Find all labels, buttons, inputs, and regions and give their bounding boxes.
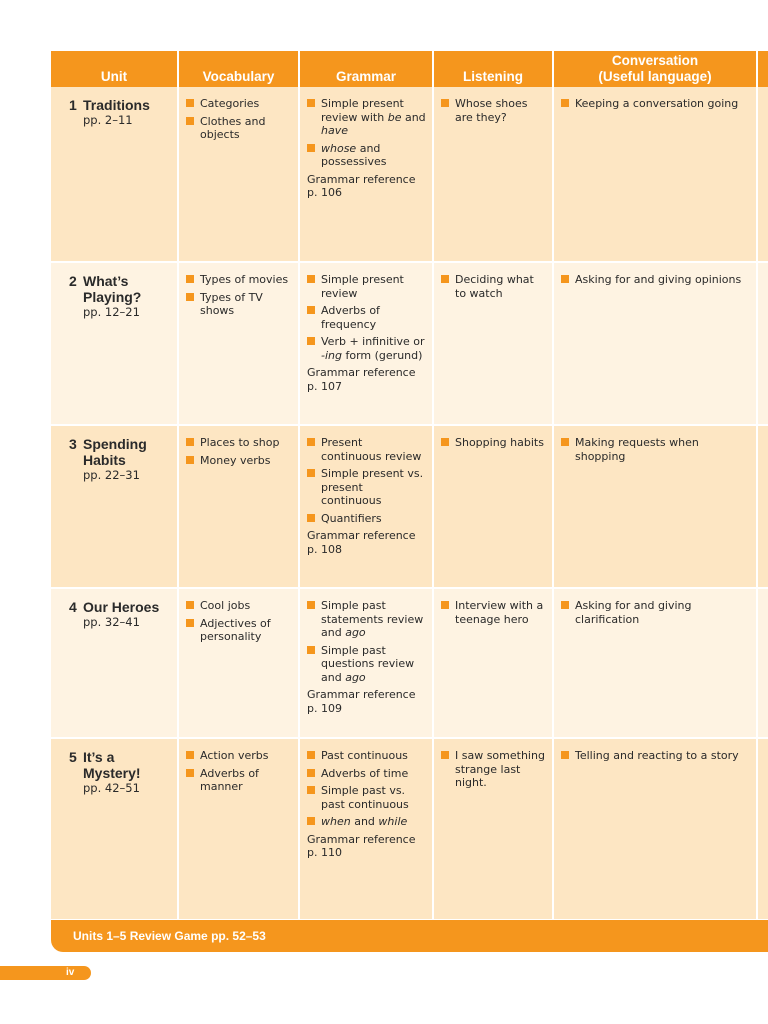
listening-cell	[434, 589, 552, 737]
grammar-text: when and while	[321, 815, 408, 828]
square-bullet-icon	[561, 438, 569, 446]
header-label: Vocabulary	[202, 69, 275, 84]
unit-title	[69, 97, 171, 113]
vocabulary-cell	[179, 263, 298, 424]
grammar-item	[307, 304, 426, 331]
grammar-text: Simple past vs. past continuous	[321, 784, 409, 811]
vocabulary-text: Action verbs	[200, 749, 269, 762]
square-bullet-icon	[561, 751, 569, 759]
unit-name: Spending Habits	[83, 436, 147, 468]
conversation-text: Asking for and giving opinions	[575, 273, 742, 286]
listening-item	[441, 599, 546, 626]
square-bullet-icon	[307, 337, 315, 345]
listening-text: Shopping habits	[455, 436, 544, 449]
unit-pages: pp. 32–41	[83, 615, 140, 629]
vocabulary-text: Cool jobs	[200, 599, 251, 612]
conversation-cell	[554, 739, 756, 919]
conversation-text: Making requests when shopping	[575, 436, 699, 463]
vocabulary-item	[186, 617, 292, 644]
conversation-item	[561, 436, 750, 463]
vocabulary-item	[186, 767, 292, 794]
square-bullet-icon	[561, 99, 569, 107]
conversation-cell	[554, 426, 756, 587]
grammar-reference: Grammar reference p. 110	[307, 832, 416, 859]
header-conversation	[554, 51, 756, 87]
header-label: Unit	[100, 69, 128, 84]
unit-name: Our Heroes	[83, 599, 160, 615]
unit-number: 2	[69, 273, 77, 289]
listening-cell	[434, 426, 552, 587]
header-grammar	[300, 51, 432, 87]
square-bullet-icon	[307, 601, 315, 609]
grammar-item	[307, 644, 426, 685]
square-bullet-icon	[307, 469, 315, 477]
listening-text: Whose shoes are they?	[455, 97, 528, 124]
grammar-reference: Grammar reference p. 106	[307, 172, 416, 199]
grammar-cell	[300, 87, 432, 261]
grammar-text: Simple present review	[321, 273, 404, 300]
listening-item	[441, 749, 546, 790]
unit-cell	[51, 739, 177, 919]
vocabulary-item	[186, 599, 292, 613]
conversation-text: Telling and reacting to a story	[575, 749, 739, 762]
grammar-text: Simple present review with be and have	[321, 97, 426, 137]
grammar-text: Adverbs of frequency	[321, 304, 380, 331]
review-game-banner: Units 1–5 Review Game pp. 52–53	[51, 920, 768, 952]
unit-cell	[51, 87, 177, 261]
vocabulary-cell	[179, 87, 298, 261]
square-bullet-icon	[186, 751, 194, 759]
header-extra	[758, 51, 768, 87]
unit-pages: pp. 2–11	[83, 113, 133, 127]
conversation-cell	[554, 589, 756, 737]
square-bullet-icon	[441, 99, 449, 107]
extra-cell	[758, 426, 768, 587]
grammar-text: Past continuous	[321, 749, 408, 762]
header-label: Conversation (Useful language)	[598, 53, 712, 84]
square-bullet-icon	[307, 646, 315, 654]
square-bullet-icon	[186, 117, 194, 125]
header-label: Grammar	[335, 69, 397, 84]
vocabulary-text: Clothes and objects	[200, 114, 266, 141]
unit-pages: pp. 22–31	[83, 468, 140, 482]
grammar-text: Simple present vs. present continuous	[321, 467, 424, 507]
square-bullet-icon	[186, 293, 194, 301]
grammar-item	[307, 599, 426, 640]
square-bullet-icon	[307, 786, 315, 794]
unit-name: What’s Playing?	[83, 273, 142, 305]
grammar-cell	[300, 589, 432, 737]
listening-item	[441, 97, 546, 124]
listening-text: Interview with a teenage hero	[455, 599, 544, 626]
grammar-item	[307, 142, 426, 169]
grammar-item	[307, 784, 426, 811]
square-bullet-icon	[307, 144, 315, 152]
grammar-item	[307, 436, 426, 463]
grammar-item	[307, 512, 426, 526]
unit-title	[69, 273, 171, 305]
conversation-text: Keeping a conversation going	[575, 97, 739, 110]
unit-title	[69, 599, 171, 615]
grammar-cell	[300, 426, 432, 587]
grammar-text: Present continuous review	[321, 436, 422, 463]
listening-text: I saw something strange last night.	[455, 749, 545, 789]
square-bullet-icon	[441, 275, 449, 283]
extra-cell	[758, 263, 768, 424]
table-of-contents	[51, 51, 768, 951]
unit-number: 3	[69, 436, 77, 452]
unit-cell	[51, 263, 177, 424]
grammar-text: Quantifiers	[321, 511, 382, 525]
grammar-text: Verb + infinitive or -ing form (gerund)	[321, 335, 425, 362]
listening-cell	[434, 263, 552, 424]
grammar-text: Simple past statements review and ago	[321, 599, 424, 639]
square-bullet-icon	[441, 751, 449, 759]
vocabulary-text: Adverbs of manner	[200, 766, 259, 793]
vocabulary-item	[186, 273, 292, 287]
unit-pages: pp. 42–51	[83, 781, 140, 795]
listening-text: Deciding what to watch	[455, 273, 534, 300]
vocabulary-cell	[179, 426, 298, 587]
header-listening	[434, 51, 552, 87]
square-bullet-icon	[561, 601, 569, 609]
vocabulary-text: Adjectives of personality	[200, 616, 271, 643]
conversation-item	[561, 749, 750, 763]
conversation-text: Asking for and giving clarification	[575, 599, 692, 626]
vocabulary-item	[186, 454, 292, 468]
unit-row-2	[51, 263, 768, 424]
page-number: iv	[0, 966, 91, 980]
unit-row-3	[51, 426, 768, 587]
square-bullet-icon	[307, 99, 315, 107]
conversation-item	[561, 599, 750, 626]
square-bullet-icon	[561, 275, 569, 283]
listening-item	[441, 436, 546, 450]
grammar-cell	[300, 739, 432, 919]
vocabulary-item	[186, 291, 292, 318]
unit-row-4	[51, 589, 768, 737]
vocabulary-text: Money verbs	[200, 453, 271, 467]
square-bullet-icon	[186, 275, 194, 283]
unit-number: 1	[69, 97, 77, 113]
square-bullet-icon	[307, 514, 315, 522]
vocabulary-text: Types of TV shows	[200, 290, 263, 317]
vocabulary-text: Places to shop	[200, 436, 280, 449]
grammar-cell	[300, 263, 432, 424]
unit-row-1	[51, 87, 768, 261]
grammar-reference: Grammar reference p. 107	[307, 366, 416, 393]
vocabulary-text: Categories	[200, 97, 260, 110]
vocabulary-item	[186, 97, 292, 111]
grammar-reference: Grammar reference p. 108	[307, 529, 416, 556]
vocabulary-item	[186, 436, 292, 450]
grammar-item	[307, 97, 426, 138]
grammar-reference: Grammar reference p. 109	[307, 688, 416, 715]
extra-cell	[758, 87, 768, 261]
grammar-text: Simple past questions review and ago	[321, 643, 415, 684]
listening-item	[441, 273, 546, 300]
square-bullet-icon	[186, 601, 194, 609]
unit-cell	[51, 589, 177, 737]
unit-title	[69, 749, 171, 781]
unit-number: 4	[69, 599, 77, 615]
listening-cell	[434, 87, 552, 261]
vocabulary-item	[186, 749, 292, 763]
header-unit	[51, 51, 177, 87]
square-bullet-icon	[186, 99, 194, 107]
grammar-item	[307, 335, 426, 362]
conversation-cell	[554, 263, 756, 424]
unit-name: It’s a Mystery!	[83, 749, 141, 781]
square-bullet-icon	[307, 306, 315, 314]
unit-number: 5	[69, 749, 77, 765]
square-bullet-icon	[441, 438, 449, 446]
grammar-item	[307, 749, 426, 763]
unit-pages: pp. 12–21	[83, 305, 140, 319]
square-bullet-icon	[186, 456, 194, 464]
square-bullet-icon	[307, 275, 315, 283]
square-bullet-icon	[441, 601, 449, 609]
vocabulary-cell	[179, 589, 298, 737]
listening-cell	[434, 739, 552, 919]
conversation-item	[561, 97, 750, 111]
grammar-item	[307, 767, 426, 781]
unit-title	[69, 436, 171, 468]
unit-cell	[51, 426, 177, 587]
vocabulary-item	[186, 115, 292, 142]
header-label: Listening	[463, 69, 523, 84]
grammar-text: Adverbs of time	[321, 766, 409, 780]
conversation-cell	[554, 87, 756, 261]
extra-cell	[758, 739, 768, 919]
unit-name: Traditions	[83, 97, 150, 113]
grammar-item	[307, 467, 426, 508]
square-bullet-icon	[186, 769, 194, 777]
square-bullet-icon	[186, 438, 194, 446]
grammar-text: whose and possessives	[321, 141, 387, 168]
conversation-item	[561, 273, 750, 287]
grammar-item	[307, 815, 426, 829]
grammar-item	[307, 273, 426, 300]
extra-cell	[758, 589, 768, 737]
square-bullet-icon	[307, 769, 315, 777]
header-vocabulary	[179, 51, 298, 87]
vocabulary-text: Types of movies	[200, 273, 289, 286]
square-bullet-icon	[307, 817, 315, 825]
vocabulary-cell	[179, 739, 298, 919]
square-bullet-icon	[307, 751, 315, 759]
square-bullet-icon	[186, 619, 194, 627]
square-bullet-icon	[307, 438, 315, 446]
unit-row-5	[51, 739, 768, 919]
